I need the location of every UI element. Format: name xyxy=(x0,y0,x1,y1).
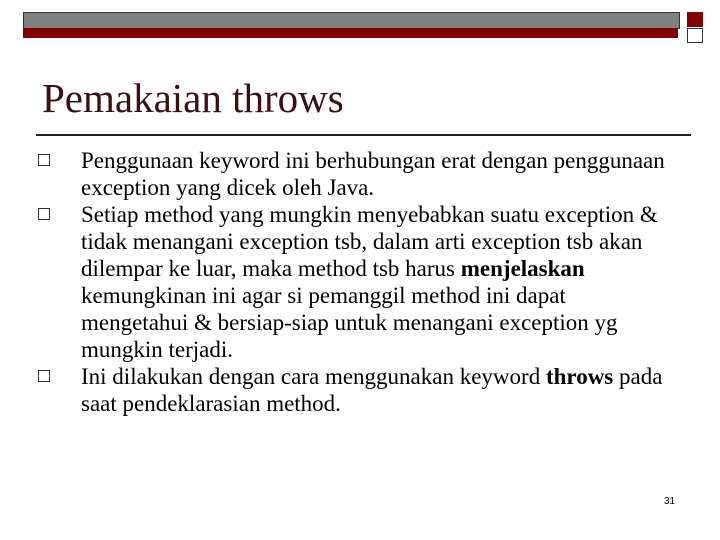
header-band-red xyxy=(23,28,678,38)
title-divider xyxy=(36,134,691,136)
bullet-list xyxy=(38,147,678,417)
bullet-text-bold: menjelaskan xyxy=(460,256,585,281)
header-band-gray xyxy=(23,12,680,29)
hollow-square-icon xyxy=(38,370,50,382)
page-number: 31 xyxy=(664,496,676,507)
bullet-text: Penggunaan keyword ini berhubungan erat dengan penggunaan exception yang dicek oleh Java. xyxy=(81,148,665,200)
bullet-item-2 xyxy=(38,201,678,363)
bullet-text-bold: throws xyxy=(545,364,614,389)
slide-title: Pemakaian throws xyxy=(42,75,344,121)
hollow-square-icon xyxy=(38,208,50,220)
bullet-text-pre: Setiap method yang mungkin menyebabkan suatu exception & tidak menangani exception tsb, dalam arti exception tsb akan dilempar ke luar, maka method tsb harus xyxy=(81,202,658,281)
bullet-text-post: kemungkinan ini agar si pemanggil method ini dapat mengetahui & bersiap-siap untuk menangani exception yg mungkin terjadi. xyxy=(81,283,618,362)
bullet-text-post: pada saat pendeklarasian method. xyxy=(81,364,663,416)
bullet-item-1 xyxy=(38,147,678,201)
bullet-text-pre: Ini dilakukan dengan cara menggunakan keyword xyxy=(81,364,546,389)
header-square-filled xyxy=(687,12,703,27)
bullet-item-3 xyxy=(38,363,678,417)
hollow-square-icon xyxy=(38,154,50,166)
header-square-outline xyxy=(687,28,703,43)
